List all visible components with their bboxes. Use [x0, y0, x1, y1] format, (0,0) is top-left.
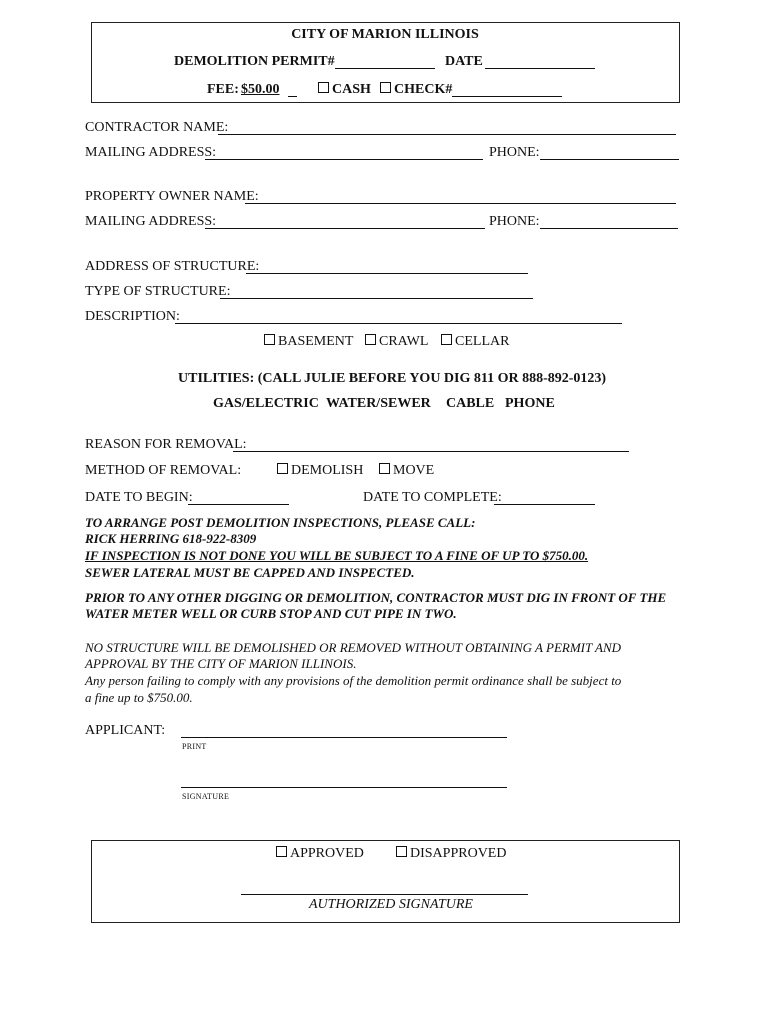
- complete-date-field[interactable]: [494, 504, 595, 505]
- demolish-checkbox[interactable]: [277, 463, 288, 474]
- crawl-label: CRAWL: [379, 334, 429, 349]
- print-caption: PRINT: [182, 742, 207, 751]
- utility-gas-electric: GAS/ELECTRIC: [213, 396, 319, 411]
- cellar-label: CELLAR: [455, 334, 510, 349]
- sewer-lateral-notice: SEWER LATERAL MUST BE CAPPED AND INSPECTED.: [85, 565, 415, 580]
- contractor-mailing-label: MAILING ADDRESS:: [85, 145, 217, 160]
- owner-phone-label: PHONE:: [489, 214, 540, 229]
- structure-type-field[interactable]: [220, 298, 533, 299]
- crawl-checkbox[interactable]: [365, 334, 376, 345]
- cash-label: CASH: [332, 82, 371, 97]
- cellar-checkbox[interactable]: [441, 334, 452, 345]
- utility-water-sewer: WATER/SEWER: [326, 396, 431, 411]
- begin-date-field[interactable]: [188, 504, 289, 505]
- begin-date-label: DATE TO BEGIN:: [85, 490, 193, 505]
- cash-checkbox[interactable]: [318, 82, 329, 93]
- fee-value: $50.00: [241, 82, 280, 97]
- check-label: CHECK#: [394, 82, 453, 97]
- owner-name-field[interactable]: [245, 203, 676, 204]
- authorized-signature-field[interactable]: [241, 894, 528, 895]
- owner-mailing-label: MAILING ADDRESS:: [85, 214, 217, 229]
- approved-option[interactable]: [276, 846, 364, 862]
- description-field[interactable]: [175, 323, 622, 324]
- disapproved-label: DISAPPROVED: [410, 846, 507, 861]
- disapproved-option[interactable]: [396, 846, 506, 862]
- contractor-phone-label: PHONE:: [489, 145, 540, 160]
- move-option[interactable]: [379, 463, 434, 479]
- permit-required-line1: NO STRUCTURE WILL BE DEMOLISHED OR REMOVED WITHOUT OBTAINING A PERMIT AND: [85, 640, 622, 655]
- utility-phone: PHONE: [505, 396, 555, 411]
- reason-field[interactable]: [233, 451, 629, 452]
- check-number-field[interactable]: [452, 96, 562, 97]
- applicant-print-field[interactable]: [181, 737, 507, 738]
- inspection-notice-line1: TO ARRANGE POST DEMOLITION INSPECTIONS, PLEASE CALL:: [85, 515, 476, 530]
- complete-date-label: DATE TO COMPLETE:: [363, 490, 502, 505]
- contractor-phone-field[interactable]: [540, 159, 679, 160]
- structure-type-label: TYPE OF STRUCTURE:: [85, 284, 231, 299]
- applicant-signature-field[interactable]: [181, 787, 507, 788]
- owner-phone-field[interactable]: [540, 228, 678, 229]
- fee-underline: [288, 96, 297, 97]
- description-label: DESCRIPTION:: [85, 309, 180, 324]
- structure-address-field[interactable]: [246, 273, 528, 274]
- permit-number-label: DEMOLITION PERMIT#: [174, 54, 335, 69]
- contractor-name-field[interactable]: [218, 134, 676, 135]
- contractor-name-label: CONTRACTOR NAME:: [85, 120, 229, 135]
- fee-label: FEE:: [207, 82, 239, 97]
- signature-caption: SIGNATURE: [182, 792, 230, 801]
- check-checkbox[interactable]: [380, 82, 391, 93]
- penalty-line1: Any person failing to comply with any provisions of the demolition permit ordinance shall be subject to: [85, 673, 622, 688]
- inspection-contact: RICK HERRING 618-922-8309: [85, 531, 257, 546]
- demolish-option[interactable]: [277, 463, 363, 479]
- basement-checkbox[interactable]: [264, 334, 275, 345]
- structure-address-label: ADDRESS OF STRUCTURE:: [85, 259, 260, 274]
- date-field[interactable]: [485, 68, 595, 69]
- basement-label: BASEMENT: [278, 334, 354, 349]
- method-label: METHOD OF REMOVAL:: [85, 463, 242, 478]
- contractor-mailing-field[interactable]: [205, 159, 483, 160]
- move-checkbox[interactable]: [379, 463, 390, 474]
- move-label: MOVE: [393, 463, 435, 478]
- inspection-fine-warning: IF INSPECTION IS NOT DONE YOU WILL BE SUBJECT TO A FINE OF UP TO $750.00.: [85, 548, 589, 563]
- owner-name-label: PROPERTY OWNER NAME:: [85, 189, 259, 204]
- utilities-title: UTILITIES: (CALL JULIE BEFORE YOU DIG 811 OR 888-892-0123): [178, 371, 607, 386]
- city-title: CITY OF MARION ILLINOIS: [291, 27, 479, 42]
- date-label: DATE: [445, 54, 483, 69]
- disapproved-checkbox[interactable]: [396, 846, 407, 857]
- approved-checkbox[interactable]: [276, 846, 287, 857]
- reason-label: REASON FOR REMOVAL:: [85, 437, 247, 452]
- basement-option[interactable]: [264, 334, 353, 350]
- penalty-line2: a fine up to $750.00.: [85, 690, 193, 705]
- cash-option[interactable]: [318, 82, 371, 98]
- permit-required-line2: APPROVAL BY THE CITY OF MARION ILLINOIS.: [85, 656, 357, 671]
- permit-number-field[interactable]: [335, 68, 435, 69]
- applicant-label: APPLICANT:: [85, 723, 166, 738]
- crawl-option[interactable]: [365, 334, 428, 350]
- utility-cable: CABLE: [446, 396, 495, 411]
- cellar-option[interactable]: [441, 334, 509, 350]
- approved-label: APPROVED: [290, 846, 364, 861]
- digging-notice-line2: WATER METER WELL OR CURB STOP AND CUT PIPE IN TWO.: [85, 606, 457, 621]
- demolish-label: DEMOLISH: [291, 463, 364, 478]
- authorized-signature-label: AUTHORIZED SIGNATURE: [309, 897, 473, 912]
- check-option[interactable]: [380, 82, 452, 98]
- digging-notice-line1: PRIOR TO ANY OTHER DIGGING OR DEMOLITION, CONTRACTOR MUST DIG IN FRONT OF THE: [85, 590, 667, 605]
- owner-mailing-field[interactable]: [205, 228, 485, 229]
